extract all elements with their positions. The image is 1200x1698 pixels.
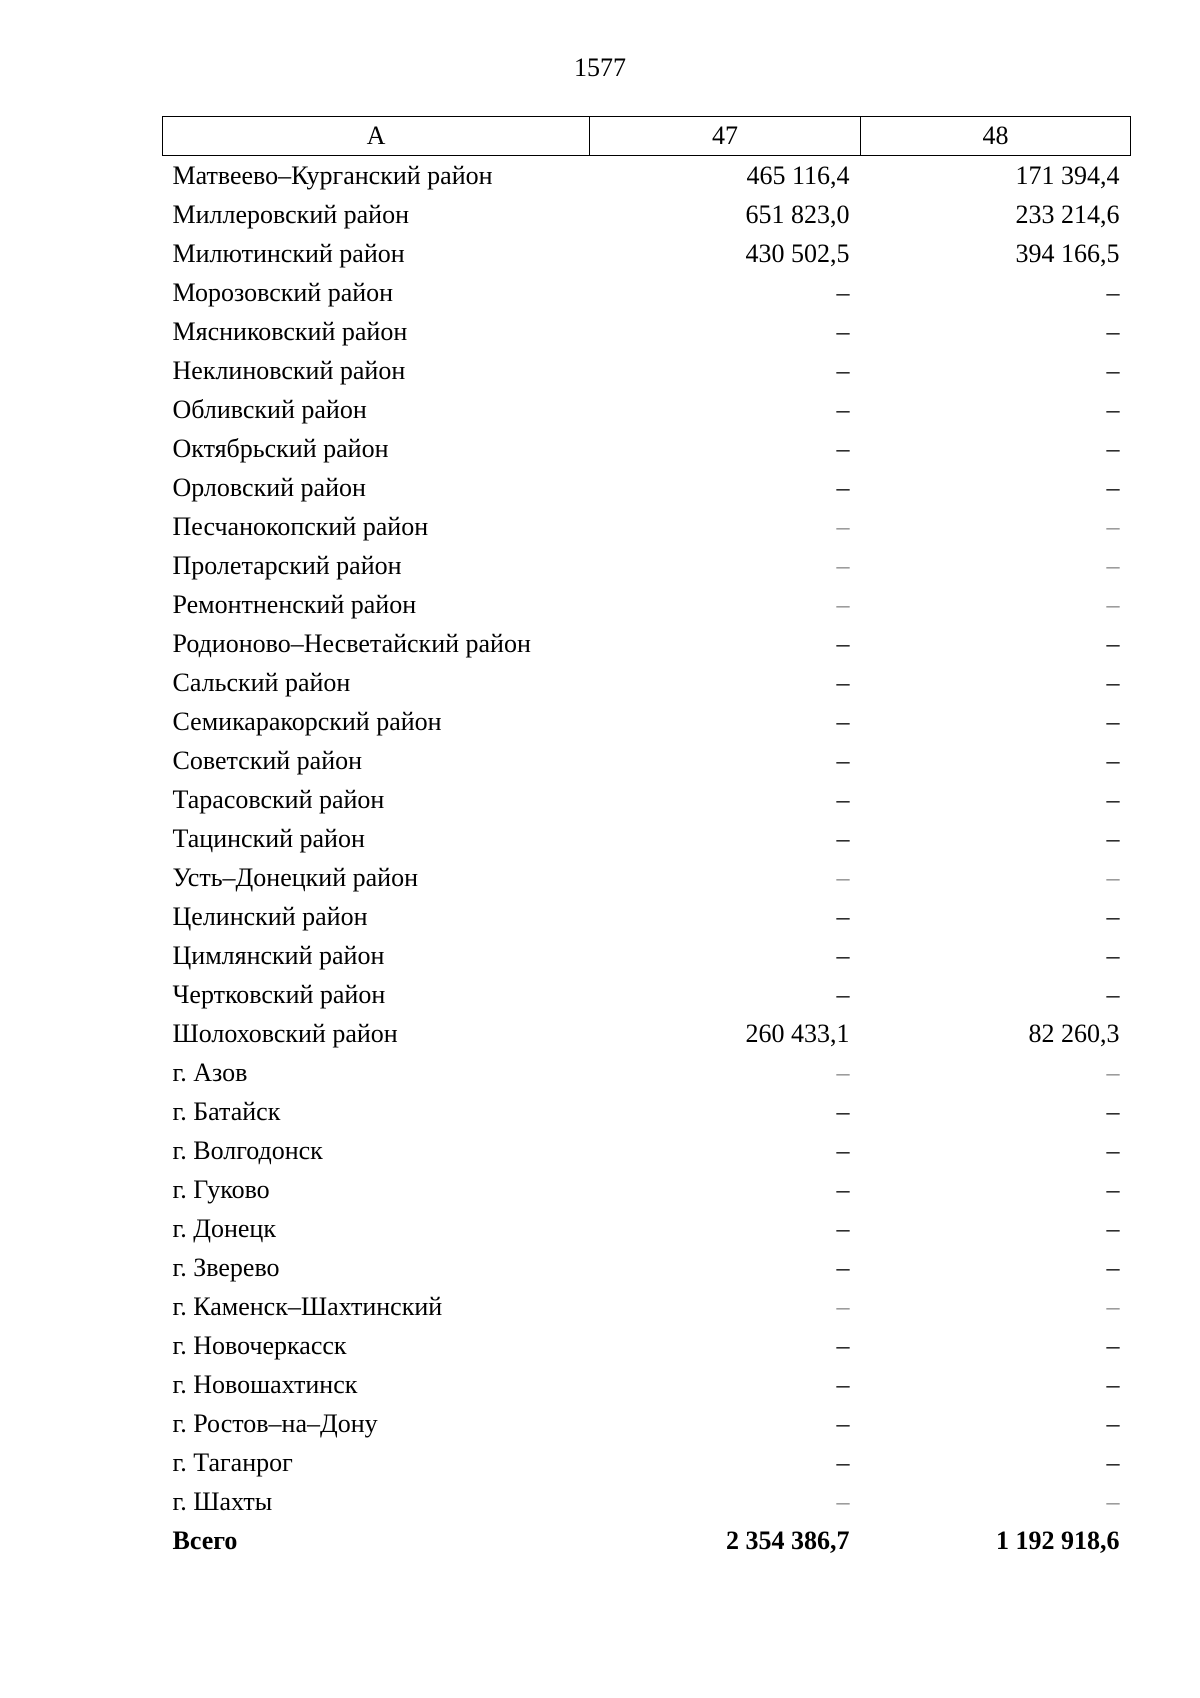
row-col-47: – [836,1331,850,1360]
row-col-48: – [1106,863,1120,892]
row-col-47: – [836,902,850,931]
row-col-47: – [836,278,850,307]
header-row [163,117,1131,156]
row-col-48: – [1106,356,1120,385]
row-col-48: – [1106,1370,1120,1399]
row-col-48: – [1106,395,1120,424]
table-row [163,1326,1131,1365]
data-table [162,116,1131,1560]
total-label: Всего [172,1526,238,1555]
row-name: Семикаракорский район [172,707,442,736]
table-row [163,780,1131,819]
total-col-48: 1 192 918,6 [996,1526,1120,1555]
row-name: г. Каменск–Шахтинский [172,1292,443,1321]
row-col-48: – [1106,941,1120,970]
table-row [163,195,1131,234]
header-col-48: 48 [861,117,1131,156]
table-row [163,663,1131,702]
row-name: Октябрьский район [172,434,389,463]
table-row [163,858,1131,897]
row-col-47: – [836,1292,850,1321]
row-col-48: – [1106,1136,1120,1165]
row-col-48: – [1106,668,1120,697]
row-col-47: – [836,1370,850,1399]
row-name: Целинский район [172,902,368,931]
row-col-47: – [836,512,850,541]
row-col-47: – [836,473,850,502]
row-col-48: – [1106,434,1120,463]
row-name: г. Волгодонск [172,1136,323,1165]
table-row [163,234,1131,273]
row-col-48: – [1106,1058,1120,1087]
table-row [163,468,1131,507]
row-col-48: – [1106,512,1120,541]
row-col-47: – [836,785,850,814]
row-name: Шолоховский район [172,1019,398,1048]
total-col-47: 2 354 386,7 [726,1526,850,1555]
row-col-47: – [836,1253,850,1282]
table-footer [163,1521,1131,1560]
row-name: Обливский район [172,395,367,424]
table-row [163,585,1131,624]
row-col-48: – [1106,590,1120,619]
row-col-47: – [836,1409,850,1438]
row-col-47: – [836,434,850,463]
table-row [163,1131,1131,1170]
table-row [163,819,1131,858]
row-name: г. Азов [172,1058,248,1087]
table-row [163,1053,1131,1092]
row-name: Родионово–Несветайский район [172,629,531,658]
row-col-48: – [1106,707,1120,736]
row-col-48: – [1106,1448,1120,1477]
row-col-48: – [1106,1253,1120,1282]
row-col-48: – [1106,317,1120,346]
table-row [163,312,1131,351]
row-col-48: – [1106,1097,1120,1126]
page-number: 1577 [574,53,626,82]
row-col-48: – [1106,551,1120,580]
row-col-47: – [836,395,850,424]
row-name: г. Таганрог [172,1448,293,1477]
table-row [163,351,1131,390]
row-name: г. Донецк [172,1214,276,1243]
row-col-48: – [1106,746,1120,775]
table-row [163,1248,1131,1287]
row-col-47: – [836,1097,850,1126]
row-col-47: – [836,356,850,385]
row-name: г. Шахты [172,1487,273,1516]
row-col-47: 651 823,0 [745,200,850,229]
row-col-48: – [1106,1175,1120,1204]
table-row [163,390,1131,429]
row-name: Чертковский район [172,980,386,1009]
row-col-47: – [836,863,850,892]
row-col-48: – [1106,902,1120,931]
row-name: Тацинский район [172,824,365,853]
row-col-48: – [1106,1409,1120,1438]
table-row [163,624,1131,663]
table-row [163,429,1131,468]
row-name: Милютинский район [172,239,405,268]
row-col-48: – [1106,1487,1120,1516]
row-name: г. Ростов–на–Дону [172,1409,378,1438]
row-col-48: – [1106,824,1120,853]
row-col-47: – [836,1487,850,1516]
table-row [163,546,1131,585]
row-col-47: – [836,1448,850,1477]
row-name: г. Батайск [172,1097,281,1126]
table-row [163,1092,1131,1131]
row-col-48: – [1106,473,1120,502]
row-col-47: – [836,629,850,658]
table-row [163,507,1131,546]
row-col-47: – [836,980,850,1009]
row-name: Мясниковский район [172,317,408,346]
row-col-47: 465 116,4 [746,161,850,190]
row-col-47: – [836,1175,850,1204]
table-row [163,1287,1131,1326]
table-row [163,1365,1131,1404]
row-col-47: 430 502,5 [745,239,850,268]
row-name: Неклиновский район [172,356,406,385]
row-name: Орловский район [172,473,366,502]
table-header [163,117,1131,156]
row-col-47: – [836,551,850,580]
row-col-47: – [836,590,850,619]
row-name: г. Гуково [172,1175,270,1204]
row-name: Морозовский район [172,278,394,307]
table-row [163,1209,1131,1248]
row-col-48: – [1106,278,1120,307]
row-col-47: – [836,668,850,697]
row-col-48: 82 260,3 [1028,1019,1120,1048]
row-col-47: – [836,1136,850,1165]
row-col-47: 260 433,1 [745,1019,850,1048]
row-name: Пролетарский район [172,551,402,580]
row-col-48: – [1106,1214,1120,1243]
row-col-48: 233 214,6 [1015,200,1120,229]
table-row [163,975,1131,1014]
row-name: Советский район [172,746,363,775]
table-row [163,1404,1131,1443]
row-col-47: – [836,1058,850,1087]
row-col-48: – [1106,785,1120,814]
row-col-47: – [836,1214,850,1243]
row-name: Цимлянский район [172,941,385,970]
row-name: Песчанокопский район [172,512,429,541]
table-row [163,741,1131,780]
row-col-48: – [1106,1331,1120,1360]
row-name: Тарасовский район [172,785,385,814]
row-name: Матвеево–Курганский район [172,161,493,190]
row-col-47: – [836,317,850,346]
row-name: Сальский район [172,668,351,697]
row-col-48: 171 394,4 [1015,161,1120,190]
table-row [163,1014,1131,1053]
table-row [163,273,1131,312]
row-col-47: – [836,824,850,853]
table-row [163,156,1131,196]
header-col-47: 47 [590,117,861,156]
row-col-48: – [1106,629,1120,658]
row-col-48: 394 166,5 [1015,239,1120,268]
table-row [163,897,1131,936]
row-name: Миллеровский район [172,200,410,229]
row-name: г. Зверево [172,1253,280,1282]
row-name: Ремонтненский район [172,590,417,619]
table-body [163,156,1131,1522]
row-col-48: – [1106,1292,1120,1321]
row-name: г. Новошахтинск [172,1370,358,1399]
table-row [163,1482,1131,1521]
row-name: Усть–Донецкий район [172,863,418,892]
row-col-48: – [1106,980,1120,1009]
row-col-47: – [836,707,850,736]
header-col-a: А [163,117,590,156]
total-row [163,1521,1131,1560]
row-name: г. Новочеркасск [172,1331,347,1360]
table-row [163,1170,1131,1209]
row-col-47: – [836,746,850,775]
table-row [163,1443,1131,1482]
table-row [163,702,1131,741]
table-row [163,936,1131,975]
row-col-47: – [836,941,850,970]
